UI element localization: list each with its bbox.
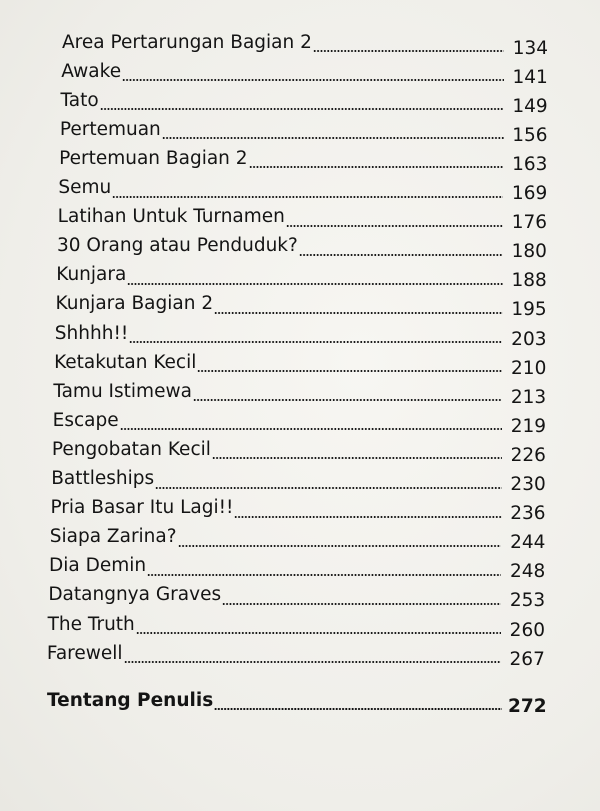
toc-entry-title: Area Pertarungan Bagian 2 <box>62 31 312 53</box>
toc-entry-page-number: 230 <box>510 474 546 495</box>
dot-leader <box>197 370 502 372</box>
toc-entry-title: Latihan Untuk Turnamen <box>57 206 285 228</box>
toc-entry-title: 30 Orang atau Penduduk? <box>56 235 298 257</box>
toc-entry <box>59 144 547 174</box>
toc-entry-title: Battleships <box>51 468 155 489</box>
toc-entry-page-number: 169 <box>511 183 548 204</box>
toc-entry-title: Pengobatan Kecil <box>51 438 211 460</box>
toc-entry-page-number: 213 <box>510 386 547 408</box>
toc-entry-page-number: 180 <box>511 241 547 263</box>
toc-entry <box>48 581 545 611</box>
toc-entry-title: Shhhh!! <box>54 322 129 344</box>
dot-leader <box>212 457 502 459</box>
dot-leader <box>122 79 504 81</box>
toc-entry-title: Farewell <box>46 642 123 664</box>
toc-entry-title: Tato <box>60 89 99 111</box>
toc-entry <box>56 290 547 320</box>
toc-entry <box>57 232 547 262</box>
toc-entry-title: Ketakutan Kecil <box>54 351 197 373</box>
toc-entry-title: Datangnya Graves <box>48 584 222 606</box>
toc-entry-title: Awake <box>61 60 122 82</box>
toc-entry <box>61 86 548 116</box>
dot-leader <box>249 166 504 168</box>
toc-author-entry <box>47 686 546 716</box>
toc-entry-title: Pria Basar Itu Lagi!! <box>50 497 234 519</box>
toc-entry <box>58 203 547 233</box>
toc-entry <box>53 377 546 407</box>
toc-entry-title: The Truth <box>47 613 135 635</box>
toc-entry-title: Siapa Zarina? <box>49 526 177 548</box>
toc-entry <box>49 552 545 582</box>
dot-leader <box>162 137 504 139</box>
dot-leader <box>129 341 502 343</box>
toc-entry-page-number: 134 <box>512 37 548 59</box>
toc-entry-page-number: 248 <box>509 561 546 583</box>
toc-entry-page-number: 141 <box>512 66 548 88</box>
toc-entry-page-number: 267 <box>509 648 545 670</box>
dot-leader <box>299 254 503 256</box>
toc-entry-title: Pertemuan Bagian 2 <box>59 147 248 169</box>
toc-entry-title: Escape <box>52 409 119 431</box>
dot-leader <box>234 516 501 518</box>
toc-entry-title: Dia Demin <box>49 555 147 577</box>
dot-leader <box>124 661 501 663</box>
toc-entry-title: Tamu Istimewa <box>53 380 192 402</box>
toc-entry <box>61 57 548 87</box>
dot-leader <box>178 545 502 547</box>
toc-entry-page-number: 195 <box>511 299 547 321</box>
toc-entry-page-number: 156 <box>512 124 548 146</box>
toc-entry <box>60 115 548 145</box>
toc-entry <box>56 261 547 291</box>
dot-leader <box>214 312 503 314</box>
toc-entry-page-number: 176 <box>511 212 548 234</box>
dot-leader <box>214 708 502 710</box>
toc-entry <box>58 174 547 204</box>
toc-entry <box>51 465 546 495</box>
dot-leader <box>222 603 501 605</box>
dot-leader <box>313 50 504 52</box>
dot-leader <box>147 574 501 576</box>
toc-entry <box>55 319 547 349</box>
toc-entry <box>62 28 548 58</box>
toc-entry-title: Semu <box>58 177 112 198</box>
dot-leader <box>136 632 501 634</box>
toc-entry <box>48 610 545 640</box>
toc-entry-page-number: 253 <box>509 590 546 612</box>
toc-entry-title: Kunjara <box>56 264 127 286</box>
toc-entry-page-number: 272 <box>508 695 547 717</box>
toc-entry-page-number: 244 <box>510 532 546 554</box>
dot-leader <box>286 225 503 227</box>
toc-entry-page-number: 219 <box>510 415 547 437</box>
toc-entry-page-number: 163 <box>512 153 548 175</box>
toc-entry <box>47 639 545 669</box>
dot-leader <box>193 399 502 401</box>
toc-entry-page-number: 188 <box>511 270 547 292</box>
toc-entry-page-number: 236 <box>510 503 546 525</box>
toc-entry <box>54 348 546 378</box>
dot-leader <box>120 428 502 430</box>
dot-leader <box>112 196 503 198</box>
toc-entry-page-number: 260 <box>509 619 545 641</box>
toc-entry-page-number: 203 <box>511 328 547 350</box>
dot-leader <box>127 283 502 285</box>
toc-entry-title: Tentang Penulis <box>47 689 214 711</box>
dot-leader <box>155 487 502 489</box>
toc-entry <box>53 406 546 436</box>
toc-entry <box>50 523 546 553</box>
toc-entry-page-number: 226 <box>510 444 546 466</box>
toc-entry <box>52 435 546 465</box>
toc-entry-title: Pertemuan <box>59 118 161 140</box>
toc-entry-title: Kunjara Bagian 2 <box>55 293 214 315</box>
toc-entry <box>50 494 545 524</box>
dot-leader <box>100 108 504 110</box>
toc-entry-page-number: 149 <box>512 95 548 117</box>
toc-entry-page-number: 210 <box>511 357 547 379</box>
